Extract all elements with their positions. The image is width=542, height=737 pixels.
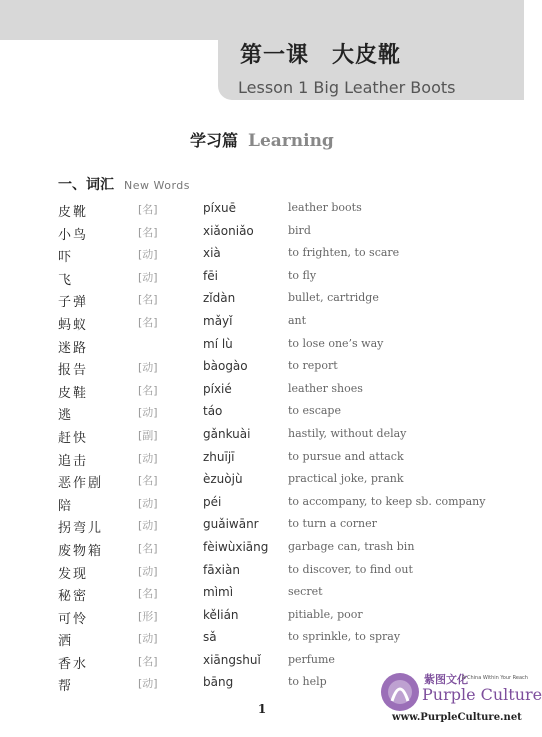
- lesson-title-en: Lesson 1 Big Leather Boots: [238, 78, 456, 97]
- vocab-part-of-speech: [名]: [138, 315, 158, 329]
- vocab-meaning: garbage can, trash bin: [288, 539, 415, 553]
- vocab-meaning: to turn a corner: [288, 517, 377, 531]
- vocab-row: [0, 380, 524, 403]
- vocab-pinyin: bāng: [203, 675, 234, 690]
- vocab-pinyin: péi: [203, 494, 222, 509]
- vocab-part-of-speech: [动]: [138, 519, 158, 533]
- watermark-name-cn: 紫图文化: [424, 673, 468, 686]
- vocab-hanzi: 发现: [58, 566, 89, 582]
- vocab-hanzi: 飞: [58, 272, 74, 288]
- vocab-part-of-speech: [动]: [138, 677, 158, 691]
- vocab-part-of-speech: [名]: [138, 541, 158, 555]
- watermark-logo: [378, 669, 542, 737]
- vocab-pinyin: fèiwùxiāng: [203, 539, 269, 554]
- vocab-hanzi: 小鸟: [58, 227, 89, 243]
- vocab-row: [0, 515, 524, 538]
- vocab-hanzi: 子弹: [58, 295, 89, 311]
- vocab-part-of-speech: [动]: [138, 564, 158, 578]
- vocab-part-of-speech: [名]: [138, 383, 158, 397]
- vocab-row: [0, 448, 524, 471]
- vocab-pinyin: èzuòjù: [203, 472, 243, 487]
- vocab-meaning: perfume: [288, 652, 335, 666]
- vocab-pinyin: kělián: [203, 607, 239, 622]
- vocab-row: [0, 402, 524, 425]
- vocab-pinyin: bàogào: [203, 359, 248, 374]
- lesson-title-cn: 第一课 大皮靴: [240, 43, 402, 68]
- watermark-url: www.PurpleCulture.net: [392, 712, 522, 723]
- vocab-pinyin: mìmì: [203, 585, 234, 600]
- vocab-meaning: leather boots: [288, 201, 362, 214]
- vocab-hanzi: 迷路: [58, 340, 89, 356]
- vocab-hanzi: 香水: [58, 656, 89, 672]
- vocab-meaning: pitiable, poor: [288, 607, 363, 621]
- vocab-part-of-speech: [动]: [138, 361, 158, 375]
- vocab-row: [0, 493, 524, 516]
- purple-culture-logo-icon: [380, 671, 420, 713]
- vocab-part-of-speech: [动]: [138, 451, 158, 465]
- vocab-part-of-speech: [名]: [138, 654, 158, 668]
- section-title-en: Learning: [248, 131, 334, 151]
- vocab-hanzi: 蚂蚁: [58, 317, 89, 333]
- vocab-hanzi: 追击: [58, 453, 89, 469]
- vocab-row: [0, 312, 524, 335]
- vocab-meaning: to fly: [288, 268, 317, 282]
- vocab-pinyin: mǎyǐ: [203, 313, 233, 328]
- vocab-hanzi: 可怜: [58, 611, 89, 627]
- vocabulary-heading-en: New Words: [124, 179, 190, 192]
- vocabulary-heading: [58, 174, 190, 194]
- vocab-hanzi: 逃: [58, 408, 74, 424]
- vocab-meaning: to discover, to find out: [288, 562, 413, 576]
- vocab-hanzi: 陪: [58, 498, 74, 514]
- vocab-part-of-speech: [名]: [138, 293, 158, 307]
- vocab-part-of-speech: [名]: [138, 203, 158, 216]
- vocab-meaning: to escape: [288, 404, 341, 418]
- vocab-pinyin: fāxiàn: [203, 562, 240, 577]
- vocab-part-of-speech: [动]: [138, 406, 158, 420]
- watermark-tagline: A China Within Your Reach: [462, 675, 528, 681]
- page-number: 1: [257, 702, 267, 716]
- vocab-pinyin: fēi: [203, 268, 218, 283]
- vocab-row: [0, 357, 524, 380]
- vocab-pinyin: táo: [203, 404, 223, 419]
- vocab-meaning: to frighten, to scare: [288, 246, 400, 260]
- vocab-hanzi: 恶作剧: [58, 476, 104, 492]
- vocab-row: [0, 628, 524, 651]
- vocab-pinyin: sǎ: [203, 630, 217, 645]
- vocabulary-heading-cn: 一、词汇: [58, 177, 114, 193]
- vocab-part-of-speech: [名]: [138, 474, 158, 488]
- vocab-row: [0, 425, 524, 448]
- vocab-part-of-speech: [动]: [138, 248, 158, 262]
- vocab-meaning: to help: [288, 675, 327, 689]
- vocab-row: [0, 244, 524, 267]
- vocab-pinyin: mí lù: [203, 336, 233, 351]
- vocab-row: [0, 583, 524, 606]
- vocab-meaning: ant: [288, 313, 307, 327]
- vocab-hanzi: 报告: [58, 363, 89, 379]
- vocab-pinyin: xiāngshuǐ: [203, 652, 261, 667]
- vocab-row: [0, 561, 524, 584]
- vocab-hanzi: 皮靴: [58, 205, 89, 220]
- vocab-hanzi: 拐弯儿: [58, 521, 104, 537]
- vocab-part-of-speech: [动]: [138, 270, 158, 284]
- vocab-meaning: to sprinkle, to spray: [288, 630, 401, 644]
- section-title-cn: 学习篇: [190, 131, 239, 150]
- vocab-meaning: to report: [288, 359, 338, 373]
- vocab-row: [0, 538, 524, 561]
- vocab-hanzi: 皮鞋: [58, 385, 89, 401]
- vocab-part-of-speech: [形]: [138, 609, 158, 623]
- vocab-pinyin: píxuē: [203, 201, 237, 215]
- vocab-row: [0, 289, 524, 312]
- vocab-row: [0, 470, 524, 493]
- vocab-pinyin: guǎiwānr: [203, 517, 259, 532]
- vocab-pinyin: xià: [203, 246, 221, 261]
- vocab-meaning: hastily, without delay: [288, 426, 407, 440]
- vocab-hanzi: 秘密: [58, 589, 89, 605]
- vocab-meaning: bullet, cartridge: [288, 291, 379, 305]
- section-title: [190, 128, 334, 151]
- vocab-hanzi: 洒: [58, 634, 74, 650]
- vocab-part-of-speech: [名]: [138, 587, 158, 601]
- vocab-meaning: to lose one’s way: [288, 336, 384, 350]
- vocab-row: [0, 222, 524, 245]
- vocab-pinyin: zǐdàn: [203, 291, 236, 306]
- vocabulary-list: [0, 199, 524, 696]
- vocab-meaning: bird: [288, 223, 311, 237]
- vocab-pinyin: xiǎoniǎo: [203, 223, 254, 238]
- vocab-row: [0, 606, 524, 629]
- vocab-part-of-speech: [动]: [138, 632, 158, 646]
- vocab-pinyin: píxié: [203, 381, 232, 396]
- vocab-hanzi: 吓: [58, 250, 74, 266]
- vocab-part-of-speech: [名]: [138, 225, 158, 239]
- vocab-row: [0, 199, 524, 222]
- vocab-meaning: secret: [288, 585, 323, 599]
- vocab-meaning: to pursue and attack: [288, 449, 404, 463]
- vocab-part-of-speech: [副]: [138, 428, 158, 442]
- vocab-part-of-speech: [动]: [138, 496, 158, 510]
- vocab-row: [0, 267, 524, 290]
- watermark-name-en: Purple Culture: [422, 685, 542, 704]
- vocab-meaning: leather shoes: [288, 381, 363, 395]
- vocab-hanzi: 赶快: [58, 430, 89, 446]
- vocab-hanzi: 废物箱: [58, 543, 104, 559]
- vocab-hanzi: 帮: [58, 679, 74, 695]
- vocab-meaning: practical joke, prank: [288, 472, 404, 486]
- vocab-pinyin: zhuījī: [203, 449, 235, 464]
- vocab-pinyin: gǎnkuài: [203, 426, 251, 441]
- vocab-meaning: to accompany, to keep sb. company: [288, 494, 486, 508]
- vocab-row: [0, 335, 524, 358]
